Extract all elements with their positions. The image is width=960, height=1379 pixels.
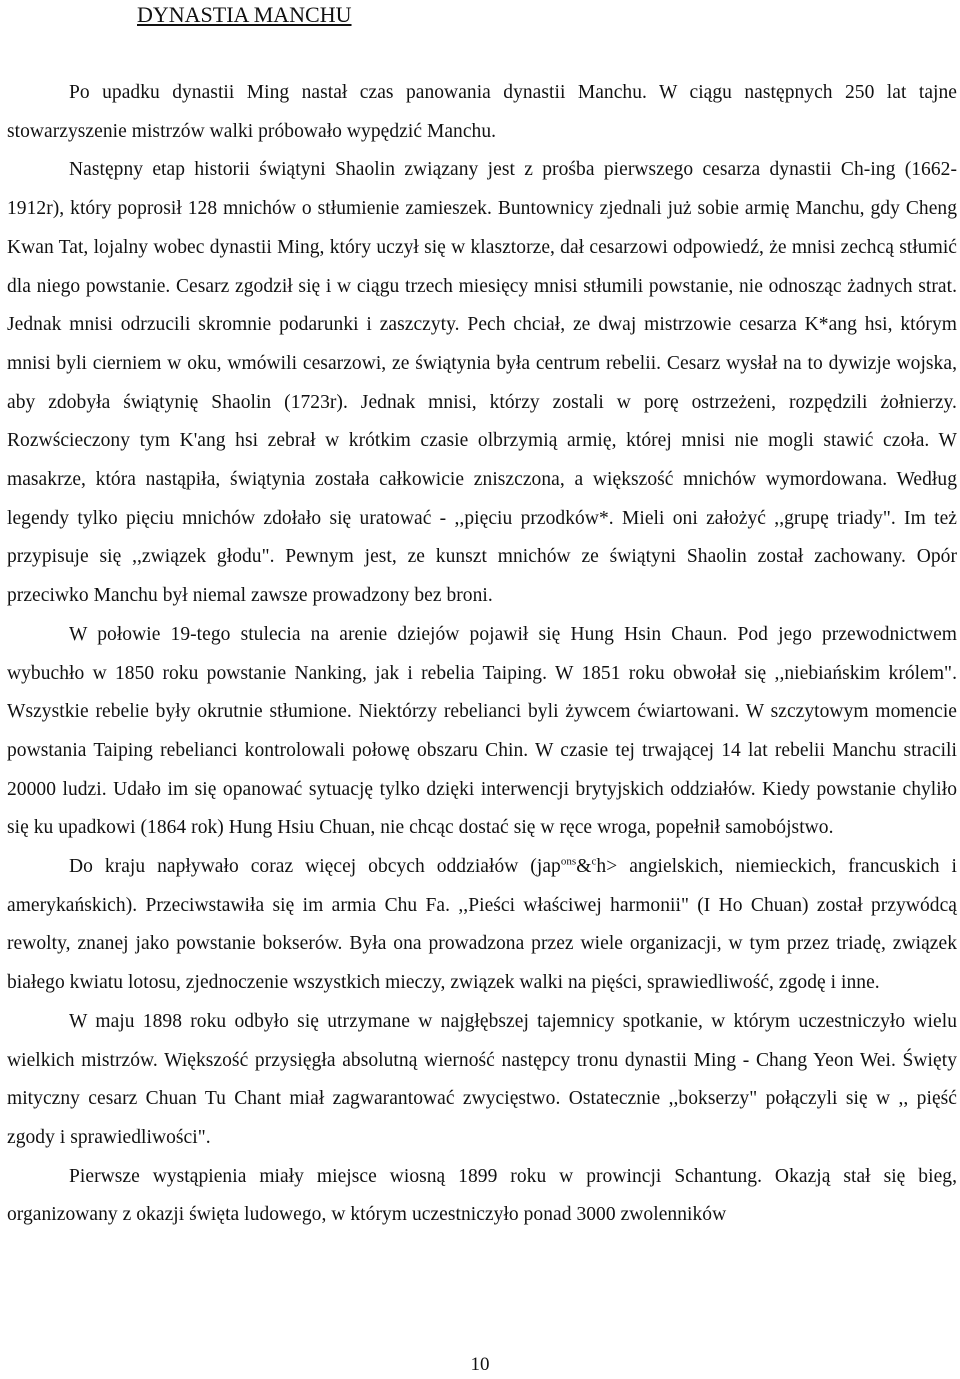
paragraph <box>7 1158 957 1235</box>
document-body <box>7 74 957 1235</box>
paragraph <box>7 616 957 848</box>
paragraph-text: Do kraju napływało coraz więcej obcych oddziałów (jap <box>69 856 561 878</box>
page-number: 10 <box>470 1354 490 1375</box>
document-page <box>7 0 957 1235</box>
superscript-text: ons <box>560 855 577 868</box>
paragraph-text: h> angielskich, niemieckich, francuskich i amerykańskich). Przeciwstawiła się im armia Chu Fa. ,,Pieści właściwej harmonii" (I Ho Chuan) został przywódcą rewolty, znanej jako powstanie bokserów. Była ona prowadzona przez wiele organizacji, w tym przez triadę, związek białego kwiatu lotosu, zjednoczenie wszystkich mieczy, związek walki na pięści, sprawiedliwość, zgodę i inne. <box>7 856 957 994</box>
paragraph <box>7 151 957 615</box>
paragraph <box>7 74 957 151</box>
superscript-text: c <box>591 855 597 868</box>
paragraph-text: & <box>576 856 592 878</box>
paragraph-text: Po upadku dynastii Ming nastał czas panowania dynastii Manchu. W ciągu następnych 250 lat tajne stowarzyszenie mistrzów walki próbowało wypędzić Manchu. <box>7 82 957 142</box>
paragraph-text: Pierwsze wystąpienia miały miejsce wiosną 1899 roku w prowincji Schantung. Okazją stał się bieg, organizowany z okazji święta ludowego, w którym uczestniczyło ponad 3000 zwolenników <box>7 1165 957 1226</box>
paragraph-text: Następny etap historii świątyni Shaolin związany jest z prośba pierwszego cesarza dynastii Ch-ing (1662-1912r), który poprosił 128 mnichów o stłumienie zamieszek. Buntownicy zjednali już sobie armię Manchu, gdy Cheng Kwan Tat, lojalny wobec dynastii Ming, który uczył się w klasztorze, dał cesarzowi odpowiedź, że mnisi zechcą stłumić dla niego powstanie. Cesarz zgodził się i w ciągu trzech miesięcy mnisi stłumili powstanie, nie odnosząc żadnych strat. Jednak mnisi odrzucili skromnie podarunki i zaszczyty. Pech chciał, ze dwaj mistrzowie cesarza K*ang hsi, którym mnisi byli cierniem w oku, wmówili cesarzowi, ze świątynia była centrum rebelii. Cesarz wysłał na to dywizje wojska, aby zdobyła świątynię Shaolin (1723r). Jednak mnisi, którzy zostali w porę ostrzeżeni, rozpędzili żołnierzy. Rozwścieczony tym K'ang hsi zebrał w krótkim czasie olbrzymią armię, której mnisi nie mogli stawić czoła. W masakrze, która nastąpiła, świątynia została całkowicie zniszczona, a większość mnichów wymordowana. Według legendy tylko pięciu mnichów zdołało się uratować - ,,pięciu przodków*. Mieli oni założyć ,,grupę triady". Im też przypisuje się ,,związek głodu". Pewnym jest, ze kunszt mnichów ze świątyni Shaolin został zachowany. Opór przeciwko Manchu był niemal zawsze prowadzony bez broni. <box>7 159 957 607</box>
paragraph-text: W połowie 19-tego stulecia na arenie dziejów pojawił się Hung Hsin Chaun. Pod jego przewodnictwem wybuchło w 1850 roku powstanie Nanking, jak i rebelia Taiping. W 1851 roku obwołał się ,,niebiańskim królem". Wszystkie rebelie były okrutnie stłumione. Niektórzy rebelianci byli żywcem ćwiartowani. W szczytowym momencie powstania Taiping rebelianci kontrolowali połowę obszaru Chin. W czasie tej trwającej 14 lat rebelii Manchu stracili 20000 ludzi. Udało im się opanować sytuację tylko dzięki interwencji brytyjskich oddziałów. Kiedy powstanie chyliło się ku upadkowi (1864 rok) Hung Hsiu Chuan, nie chcąc dostać się w ręce wroga, popełnił samobójstwo. <box>7 623 957 839</box>
document-title: DYNASTIA MANCHU <box>137 2 352 27</box>
paragraph-text: W maju 1898 roku odbyło się utrzymane w najgłębszej tajemnicy spotkanie, w którym uczestniczyło wielu wielkich mistrzów. Większość przysięgła absolutną wierność następcy tronu dynastii Ming - Chang Yeon Wei. Święty mityczny cesarz Chuan Tu Chant miał zagwarantować zwycięstwo. Ostatecznie ,,bokserzy" połączyli się w ,, pięść zgody i sprawiedliwości". <box>7 1010 957 1148</box>
paragraph <box>7 1003 957 1158</box>
paragraph <box>7 848 957 1003</box>
